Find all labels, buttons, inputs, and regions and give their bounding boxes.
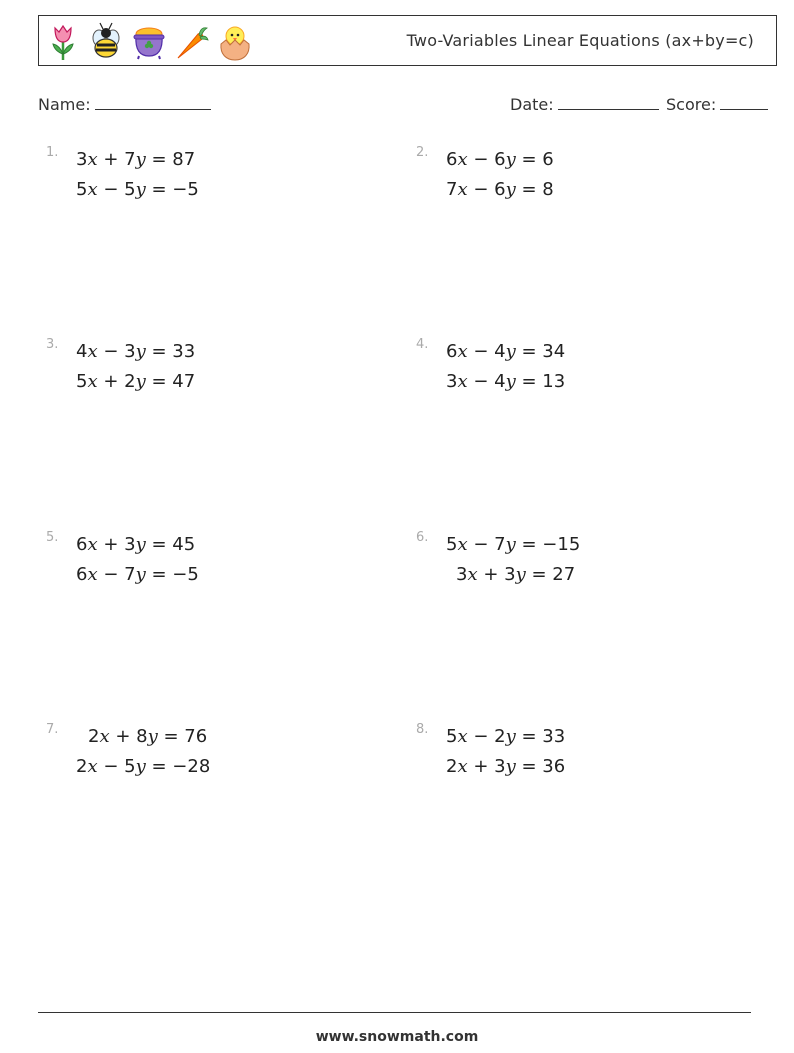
operator: − [97,756,125,777]
problem-number: 1. [46,145,59,160]
operator: + [97,534,125,555]
equation [446,341,565,362]
operator: − [467,371,495,392]
operator: − [97,564,125,585]
problem-item [46,722,346,802]
bee-icon [88,20,124,62]
operator: + [477,564,505,585]
problem-number: 8. [416,722,429,737]
var-x: x [87,371,98,392]
coef-a: 6 [76,534,88,555]
date-blank[interactable] [558,93,659,110]
coef-b: 3 [124,534,136,555]
equals-sign: = [515,534,543,555]
coef-a: 6 [76,564,88,585]
equation [76,149,195,170]
coef-b: 3 [504,564,516,585]
score-field[interactable] [666,93,768,114]
equals-sign: = [157,726,185,747]
operator: + [109,726,137,747]
problem-item [416,337,716,417]
coef-b: 7 [124,564,136,585]
constant: −5 [172,179,199,200]
var-x: x [457,726,468,747]
var-y: y [505,756,516,777]
coef-a: 6 [446,149,458,170]
coef-a: 5 [76,179,88,200]
equals-sign: = [515,341,543,362]
var-x: x [467,564,478,585]
constant: 47 [172,371,196,392]
score-label: Score: [666,95,717,114]
problem-item [46,145,346,225]
var-y: y [135,341,146,362]
var-x: x [457,149,468,170]
equals-sign: = [145,534,173,555]
coef-b: 5 [124,179,136,200]
var-y: y [505,179,516,200]
name-field[interactable] [38,93,211,114]
equation [76,756,210,777]
var-x: x [99,726,110,747]
var-y: y [135,371,146,392]
var-y: y [505,149,516,170]
coef-b: 2 [494,726,506,747]
problem-item [416,530,716,610]
pot-of-gold-icon [131,20,167,62]
constant: 33 [542,726,566,747]
problem-number: 2. [416,145,429,160]
coef-a: 4 [76,341,88,362]
var-x: x [87,534,98,555]
constant: 33 [172,341,196,362]
equals-sign: = [525,564,553,585]
var-x: x [87,756,98,777]
operator: − [97,179,125,200]
equation [446,179,554,200]
var-y: y [147,726,158,747]
equals-sign: = [515,756,543,777]
constant: 6 [542,149,554,170]
var-x: x [457,179,468,200]
var-x: x [87,564,98,585]
equation [446,534,580,555]
var-y: y [505,371,516,392]
equation [76,341,195,362]
date-label: Date: [510,95,554,114]
coef-b: 7 [494,534,506,555]
var-y: y [505,534,516,555]
coef-a: 2 [88,726,100,747]
coef-b: 6 [494,149,506,170]
name-label: Name: [38,95,91,114]
problem-number: 4. [416,337,429,352]
constant: 13 [542,371,566,392]
coef-b: 6 [494,179,506,200]
var-y: y [135,534,146,555]
operator: − [467,149,495,170]
problem-number: 3. [46,337,59,352]
constant: 45 [172,534,196,555]
coef-a: 5 [76,371,88,392]
header-box [38,15,777,66]
problem-number: 7. [46,722,59,737]
coef-a: 2 [446,756,458,777]
var-x: x [457,534,468,555]
equation [76,179,199,200]
coef-a: 3 [456,564,468,585]
coef-a: 3 [446,371,458,392]
constant: −15 [542,534,581,555]
coef-a: 5 [446,726,458,747]
var-x: x [457,371,468,392]
constant: −5 [172,564,199,585]
equals-sign: = [515,726,543,747]
equation [456,564,575,585]
coef-a: 2 [76,756,88,777]
coef-b: 5 [124,756,136,777]
var-y: y [515,564,526,585]
var-y: y [135,179,146,200]
coef-b: 4 [494,371,506,392]
constant: 8 [542,179,554,200]
equals-sign: = [145,341,173,362]
operator: + [97,149,125,170]
operator: − [467,534,495,555]
equals-sign: = [515,149,543,170]
problem-item [46,337,346,417]
tulip-icon [45,20,81,62]
constant: 76 [184,726,208,747]
constant: 36 [542,756,566,777]
coef-a: 5 [446,534,458,555]
operator: + [97,371,125,392]
operator: − [467,179,495,200]
equation [76,534,195,555]
coef-b: 3 [494,756,506,777]
equals-sign: = [515,371,543,392]
equals-sign: = [145,756,173,777]
coef-a: 3 [76,149,88,170]
coef-b: 8 [136,726,148,747]
equation [446,756,565,777]
equation [446,149,554,170]
operator: − [467,341,495,362]
constant: 87 [172,149,196,170]
problem-number: 6. [416,530,429,545]
constant: −28 [172,756,211,777]
equals-sign: = [145,149,173,170]
problem-item [46,530,346,610]
var-y: y [135,564,146,585]
coef-b: 2 [124,371,136,392]
var-x: x [87,179,98,200]
var-x: x [457,341,468,362]
date-field[interactable] [510,93,659,114]
var-x: x [87,149,98,170]
constant: 27 [552,564,576,585]
equation [76,371,195,392]
equation [88,726,207,747]
operator: − [97,341,125,362]
operator: − [467,726,495,747]
var-x: x [87,341,98,362]
constant: 34 [542,341,566,362]
problem-number: 5. [46,530,59,545]
chick-in-egg-icon [217,20,253,62]
equals-sign: = [515,179,543,200]
footer-divider [38,1012,751,1013]
coef-b: 3 [124,341,136,362]
equation [446,371,565,392]
score-blank[interactable] [720,93,768,110]
var-y: y [135,756,146,777]
coef-b: 7 [124,149,136,170]
problem-item [416,145,716,225]
var-y: y [505,341,516,362]
operator: + [467,756,495,777]
name-blank[interactable] [95,93,211,110]
equals-sign: = [145,564,173,585]
var-y: y [135,149,146,170]
equals-sign: = [145,179,173,200]
coef-a: 6 [446,341,458,362]
coef-b: 4 [494,341,506,362]
equals-sign: = [145,371,173,392]
var-x: x [457,756,468,777]
problem-item [416,722,716,802]
footer-url: www.snowmath.com [315,1029,479,1045]
coef-a: 7 [446,179,458,200]
worksheet-title: Two-Variables Linear Equations (ax+by=c) [406,31,754,50]
icon-row [45,20,253,62]
carrot-icon [174,20,210,62]
var-y: y [505,726,516,747]
equation [76,564,199,585]
equation [446,726,565,747]
